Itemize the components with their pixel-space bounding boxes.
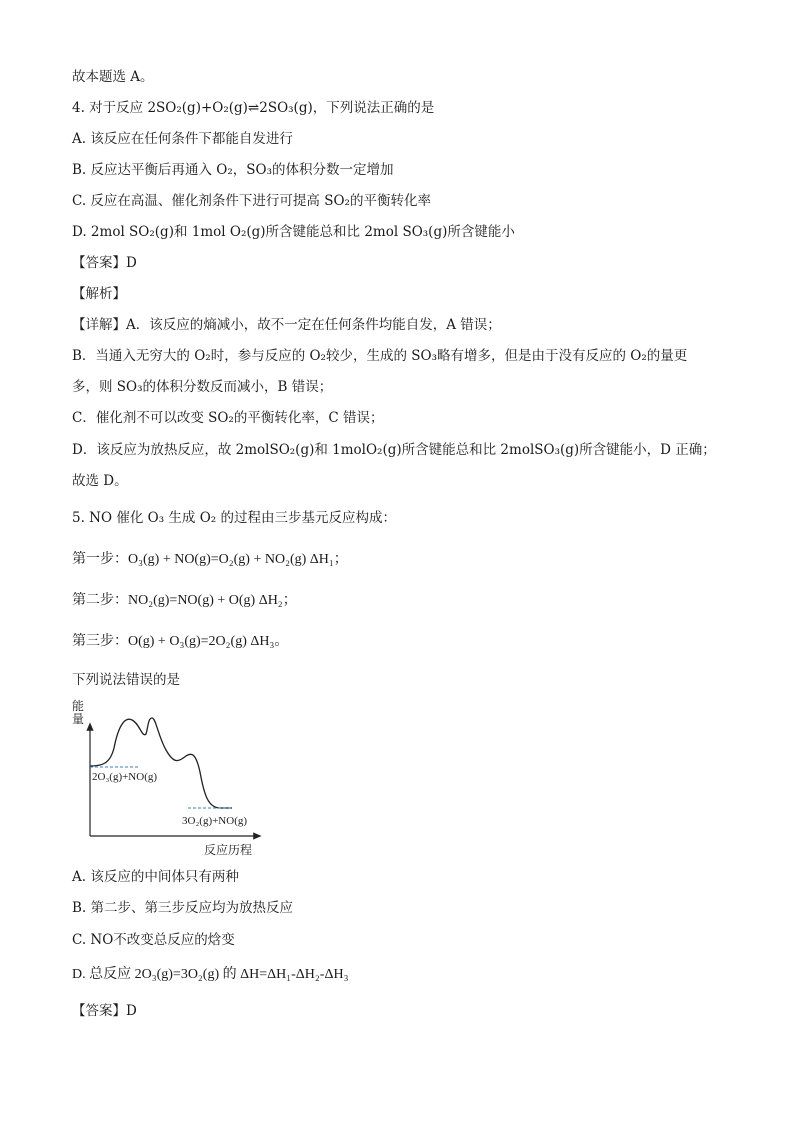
- reactant-label: 2O₃(g)+NO(g): [92, 771, 158, 783]
- q4-analysis-line: 故选 D。: [72, 473, 128, 489]
- q4-stem: 4. 对于反应 2SO₂(g)+O₂(g)⇌2SO₃(g)，下列说法正确的是: [72, 100, 435, 116]
- q4-answer: 【答案】D: [72, 255, 137, 271]
- q5-answer: 【答案】D: [72, 1003, 137, 1019]
- q5-option-d: D. 总反应 2O₃(g)=3O₂(g) 的 ΔH=ΔH₁-ΔH₂-ΔH₃: [72, 967, 349, 982]
- q4-option-d: D. 2mol SO₂(g)和 1mol O₂(g)所含键能总和比 2mol SO₃(g)所含键能小: [72, 224, 515, 240]
- q5-stem: 5. NO 催化 O₃ 生成 O₂ 的过程由三步基元反应构成：: [72, 510, 396, 526]
- q5-option-b: B. 第二步、第三步反应均为放热反应: [72, 900, 294, 916]
- energy-curve: [90, 718, 232, 808]
- q5-step-3: 第三步：O(g) + O₃(g)=2O₂(g) ΔH₃。: [72, 634, 289, 649]
- y-axis-label: 能量: [72, 699, 85, 726]
- x-axis-label: 反应历程: [204, 843, 253, 857]
- prev-conclusion: 故本题选 A。: [72, 69, 154, 85]
- q4-analysis-line: B．当通入无穷大的 O₂时，参与反应的 O₂较少，生成的 SO₃略有增多，但是由于没有反应的 O₂的量更: [72, 348, 688, 364]
- q5-step-1: 第一步：O₃(g) + NO(g)=O₂(g) + NO₂(g) ΔH₁；: [72, 552, 348, 567]
- q5-option-c: C. NO不改变总反应的焓变: [72, 932, 235, 948]
- q4-option-b: B. 反应达平衡后再通入 O₂，SO₃的体积分数一定增加: [72, 162, 394, 178]
- q5-step-2: 第二步：NO₂(g)=NO(g) + O(g) ΔH₂；: [72, 593, 297, 608]
- q5-option-a: A. 该反应的中间体只有两种: [72, 869, 239, 885]
- q4-analysis-title: 【解析】: [72, 286, 126, 302]
- q5-question: 下列说法错误的是: [72, 672, 180, 688]
- energy-profile-diagram: [72, 698, 272, 860]
- q4-option-c: C. 反应在高温、催化剂条件下进行可提高 SO₂的平衡转化率: [72, 193, 431, 209]
- q4-option-a: A. 该反应在任何条件下都能自发进行: [72, 131, 293, 147]
- q4-analysis-line: 【详解】A．该反应的熵减小，故不一定在任何条件均能自发，A 错误；: [72, 317, 501, 333]
- q4-analysis-line: C．催化剂不可以改变 SO₂的平衡转化率，C 错误；: [72, 410, 384, 426]
- q4-analysis-line: D．该反应为放热反应，故 2molSO₂(g)和 1molO₂(g)所含键能总和比 2molSO₃(g)所含键能小，D 正确；: [72, 442, 716, 458]
- product-label: 3O₂(g)+NO(g): [182, 815, 248, 827]
- q4-analysis-line: 多，则 SO₃的体积分数反而减小，B 错误；: [72, 379, 333, 395]
